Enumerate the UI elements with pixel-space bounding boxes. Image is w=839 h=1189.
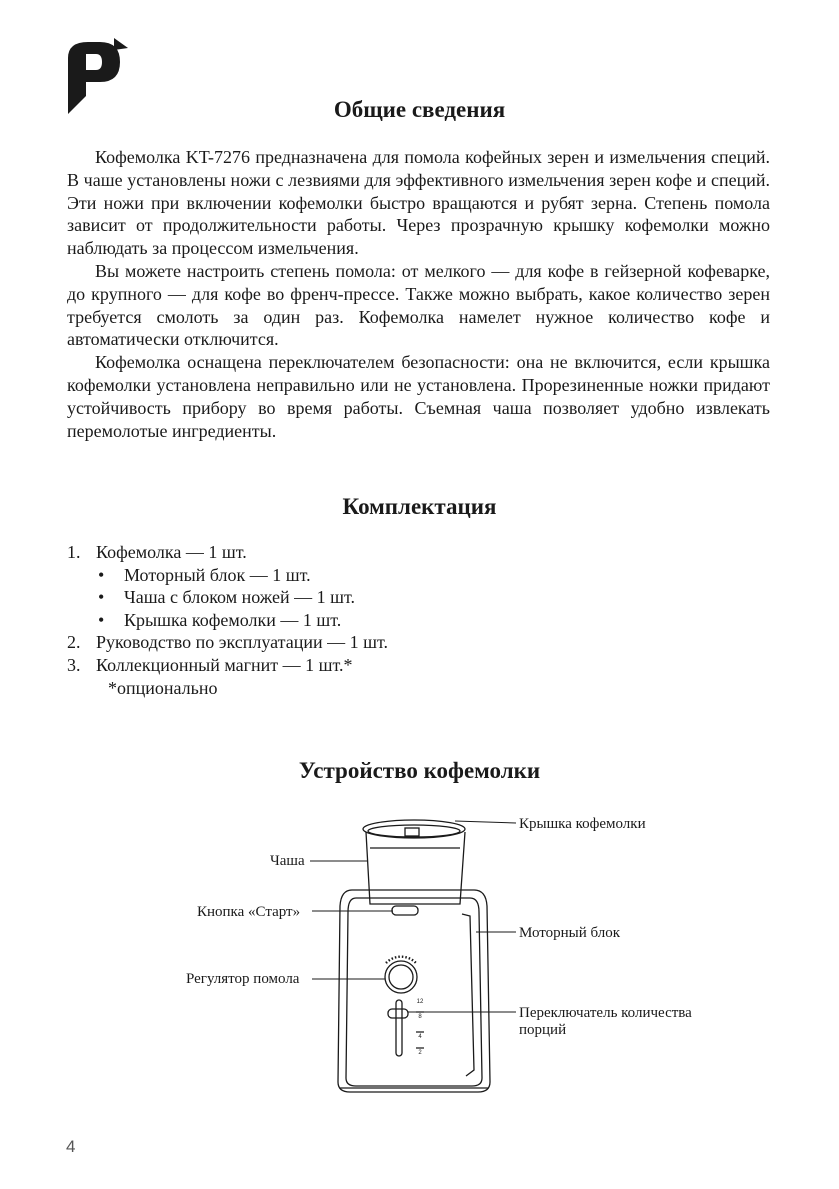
list-item [67,631,388,654]
list-item [67,541,388,564]
list-item [67,654,388,677]
section-title-general: Общие сведения [333,97,506,122]
label-motor-block: Моторный блок [519,925,621,941]
section-title-device: Устройство кофемолки [298,758,541,783]
label-grind-regulator: Регулятор помола [186,971,300,987]
paragraph: Вы можете настроить степень помола: от мелкого — для кофе в гейзерной кофеварке, до крупного — для кофе во френч-прессе. Также можно выбрать, какое количество зерен требуется смолоть за один раз. Кофемолка намелет нужное количество кофе и автоматически отключится. [67,260,770,350]
bullet: • [98,564,105,585]
general-text [67,146,770,442]
section-title-kit: Комплектация [342,494,497,519]
list-item-text: Кофемолка — 1 шт. [96,542,247,562]
label-lid: Крышка кофемолки [519,816,646,832]
list-item-text: Коллекционный магнит — 1 шт.* [96,654,353,675]
list-subitem [67,586,388,609]
list-item-text: Руководство по эксплуатации — 1 шт. [96,632,388,653]
list-number: 1. [67,542,81,562]
list-item-text: Крышка кофемолки — 1 шт. [124,609,342,630]
list-item-text: Моторный блок — 1 шт. [124,564,311,585]
page-number: 4 [66,1137,76,1156]
bullet: • [98,609,105,630]
label-portion-switch: Переключатель количества [519,1005,692,1021]
list-number: 3. [67,654,81,675]
scale-mark: 8 [418,1014,422,1020]
leader-lines [310,821,516,1012]
kit-list [67,541,388,699]
footnote: *опционально [108,677,218,698]
label-portion-switch-cont: порций [519,1022,567,1038]
scale-mark: 4 [418,1034,422,1040]
list-number: 2. [67,632,81,653]
paragraph: Кофемолка KT-7276 предназначена для помола кофейных зерен и измельчения специй. В чаше установлены ножи с лезвиями для эффективного измельчения зерен кофе и специй. Эти ножи при включении кофемолки быстро вращаются и рубят зерна. Степень помола зависит от продолжительности работы. Через прозрачную крышку кофемолки можно наблюдать за процессом измельчения. [67,147,770,259]
bullet: • [98,587,105,608]
scale-mark: 12 [416,999,424,1005]
list-subitem [67,609,388,632]
list-item-text: Чаша с блоком ножей — 1 шт. [124,587,355,608]
grinder-drawing [338,820,490,1092]
label-start-button: Кнопка «Старт» [197,904,301,920]
paragraph: Кофемолка оснащена переключателем безопасности: она не включится, если крышка кофемолки установлена неправильно или не установлена. Прорезиненные ножки придают устойчивость прибору во время работы. Съемная чаша позволяет удобно извлекать перемолотые ингредиенты. [67,352,770,441]
label-bowl: Чаша [270,853,305,869]
scale-mark: 2 [418,1050,422,1056]
list-subitem [67,564,388,587]
